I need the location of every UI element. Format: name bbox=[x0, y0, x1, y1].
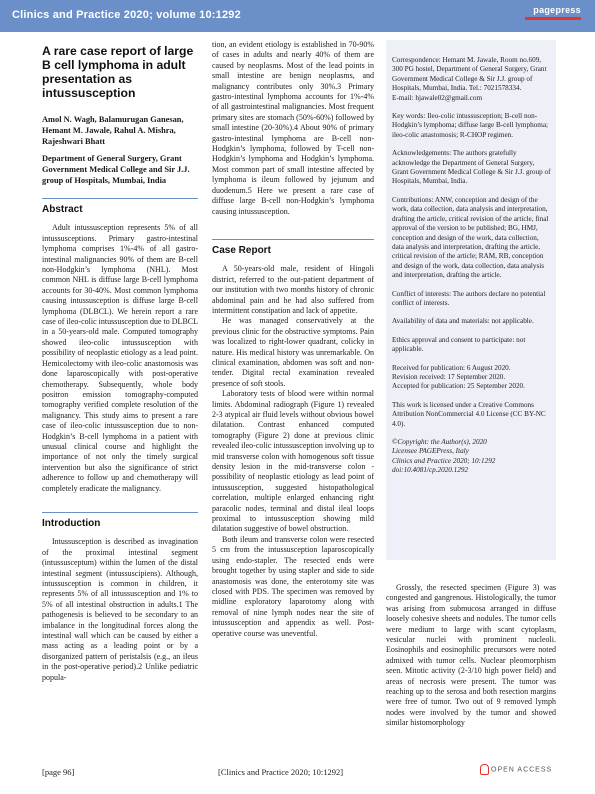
doi-link[interactable]: doi:10.4081/cp.2020.1292 bbox=[392, 466, 469, 475]
ethics-approval: Ethics approval and consent to participate: not applicable. bbox=[392, 335, 526, 354]
footer-citation: [Clinics and Practice 2020; 10:1292] bbox=[218, 767, 344, 777]
case-paragraph: Laboratory tests of blood were within normal limits. Abdominal radiograph (Figure 1) revealed 2-3 atypical air fluid levels without obvious bowel dilatation. Contrast enhanced computed tomography (Figure 2) done at previous clinic revealed ileo-colic intussusception involving up to mid transverse colon with homogenous soft tissue density lesion in the mid-transverse colon - possibility of neoplastic etiology as lead point of intussusception, suggested histopathological correlation, multiple enlarged enhancing right paracolic nodes, terminal and distal ileal loops proximal to intussusception showing mild dilatation suggestive of bowel obstruction. bbox=[212, 389, 374, 534]
column-left bbox=[42, 40, 198, 683]
journal-citation-header: Clinics and Practice 2020; volume 10:1292 bbox=[12, 9, 241, 21]
data-availability: Availability of data and materials: not applicable. bbox=[392, 317, 534, 326]
date-accepted: Accepted for publication: 25 September 2020. bbox=[392, 382, 525, 391]
article-info-content bbox=[392, 56, 552, 485]
copyright: ©Copyright: the Author(s), 2020 bbox=[392, 438, 487, 446]
case-report-heading: Case Report bbox=[212, 239, 374, 256]
column-right-body bbox=[386, 583, 556, 729]
date-received: Received for publication: 6 August 2020. bbox=[392, 363, 511, 372]
license-statement: This work is licensed under a Creative Commons Attribution NonCommercial 4.0 License (CC BY-NC 4.0). bbox=[392, 400, 546, 428]
open-access-label: OPEN ACCESS bbox=[491, 766, 553, 774]
correspondence-block bbox=[392, 56, 552, 103]
correspondence-text: Correspondence: Hemant M. Jawale, Room no.609, 300 PG hostel, Department of General Surgery, Grant Government Medical College & Sir J.J. group of Hospitals, Mumbai, India. Tel.: 7021578334. bbox=[392, 56, 547, 93]
contributions: Contributions: ANW, conception and design of the work, data collection, data analysis and interpretation, drafting the article, critical revision of the article, final approval of the version to be published; BG, HMJ, conception and design of the work, data collection, data analysis and interpretation, drafting the article, critical revision of the article; RAM, RB, conception and design of the work, data collection, data analysis and interpretation, drafting the article. bbox=[392, 195, 549, 280]
open-access-lock-icon bbox=[480, 764, 489, 775]
acknowledgements: Acknowledgements: The authors gratefully acknowledge the Department of General Surgery, Grant Government Medical College & Sir J.J. group of Hospitals, Mumbai, India. bbox=[392, 149, 551, 186]
conflict-of-interests: Conflict of interests: The authors declare no potential conflict of interests. bbox=[392, 289, 546, 307]
publisher-logo: pagepress bbox=[533, 5, 581, 15]
author-list: Amol N. Wagh, Balamurugan Ganesan, Hemant M. Jawale, Rahul A. Mishra, Rajeshwari Bhatt bbox=[42, 115, 184, 146]
introduction-text: Intussusception is described as invagination of the proximal intestinal segment (intussusceptum) within the lumen of the distal intestinal segment (intussuscipiens). Although, intussusception is common in children, it represents 5% of all intussusception and 1% to 5% of all intestinal obstruction in adults.1 The pathogenesis is believed to be secondary to an imbalance in the longitudinal forces along the intestinal wall which can be caused by either a mass acting as a leading point or by a disorganized pattern of peristalsis (e.g., an ileus in the post-operative period).2 Unlike pediatric popula- bbox=[42, 537, 198, 682]
author-affiliation: Department of General Surgery, Grant Government Medical College and Sir J.J. group of Hospitals, Mumbai, India bbox=[42, 154, 190, 185]
abstract-heading: Abstract bbox=[42, 198, 198, 215]
copyright-block bbox=[392, 438, 552, 476]
citation: Clinics and Practice 2020; 10:1292 bbox=[392, 456, 496, 465]
correspondence-email[interactable]: E-mail: hjawale02@gmail.com bbox=[392, 93, 483, 102]
introduction-heading: Introduction bbox=[42, 512, 198, 529]
licensee: Licensee PAGEPress, Italy bbox=[392, 447, 469, 456]
publisher-logo-underline bbox=[525, 17, 581, 20]
case-paragraph: He was managed conservatively at the previous clinic for the obstructive symptoms. Pain was localized to right-lower quadrant, colicky in nature. His medical history was unremarkable. On clinical examination, abdomen was soft and non-tender. Digital rectal examination revealed presence of soft stools. bbox=[212, 316, 374, 388]
open-access-badge bbox=[478, 764, 552, 775]
case-paragraph: Both ileum and transverse colon were resected 5 cm from the intussusception laparoscopically using endo-stapler. The resected ends were brought together by using stapler and side to side anastomosis was done, the enterotomy site was closed with PDS. The specimen was removed by midline exploratory laparotomy along with removal of nine lymph nodes near the site of intussusception and appendix as well. Post-operative course was uneventful. bbox=[212, 534, 374, 638]
journal-header-bar bbox=[0, 0, 595, 32]
pathology-paragraph: Grossly, the resected specimen (Figure 3) was congested and gangrenous. Histologically, the tumor was arising from submucosa arranged in diffuse loosely cohesive sheets and nodules. The tumor cells were medium to large with scant cytoplasm, vesicular nuclei with prominent nucleoli. Eosinophils and eosinophilic precursors were noted admixed with tumor cells. Nuclear pleomorphism seen. Mitotic activity (2-3/10 high power field) and areas of necrosis were present. The tumor was reaching up to the serosa and both resection margins were free of tumor. Two out of 9 removed lymph nodes were involved by the tumor and showed similar histomorphology bbox=[386, 583, 556, 728]
article-title: A rare case report of large B cell lymphoma in adult presentation as intussusception bbox=[42, 44, 194, 100]
keywords: Key words: Ileo-colic intussusception; B-cell non-Hodgkin’s lymphoma; diffuse large B-cell lymphoma; ileo-colic anastomosis; R-CHOP regimen. bbox=[392, 112, 549, 139]
page-number: [page 96] bbox=[42, 767, 75, 777]
introduction-continued: tion, an evident etiology is established in 70-90% of cases in adults and nearly 40% of them are caused by neoplasms. Most of the lead points in small intestine are benign neoplasms, and malignancy contributes only 30%.3 Primary gastro-intestinal lymphoma accounts for 1%-4% of all gastrointestinal malignancies. Most frequent primary sites are stomach (50%-60%) followed by small intestine (20-30%).4 About 90% of primary gastro-intestinal lymphoma are B-cell non-Hodgkin’s lymphoma, followed by T-cell non-Hodgkin’s lymphoma and Hodgkin’s lymphoma. Most common part of small intestine affected by lymphoma is ileum followed by jejunum and duodenum.5 Here we present a rare case of diffuse large B-cell non-Hodgkin’s lymphoma causing intussusception. bbox=[212, 40, 374, 216]
case-paragraph: A 50-years-old male, resident of Hingoli district, referred to the out-patient department of our institution with two months history of chronic abdominal pain and he had also suffered from intermittent constipation and lack of appetite. bbox=[212, 264, 374, 315]
date-revision: Revision received: 17 September 2020. bbox=[392, 372, 506, 381]
abstract-text: Adult intussusception represents 5% of all intussusceptions. Primary gastro-intestinal lymphoma comprises 1%-4% of all gastro-intestinal malignancies 90% of them are B-cell non-Hodgkin’s lymphoma (NHL). Most common NHL is diffuse large B-cell lymphoma accounts for 30-40%. Most common lymphoma causing intussusception is diffuse large B-cell lymphoma (DLBCL). We herein report a rare case of ileo-colic intussusception due to DLBCL in a 50-years-old male. Computed tomography showed ileo-colic intussusception with possibility of neoplastic etiology as a lead point. Hemicolectomy with ileo-colic anastomosis was done laparoscopically with post-operative chemotherapy. Subsequently, whole body positron emission tomography-computed tomography verified complete resolution of the malignancy. This study aims to present a rare case of ileo-colic intussusception due to non-Hodgkin’s B-cell lymphoma in a patient with unusual clinical course and highlight the importance of not only the timely surgical intervention but also the significance of strict adherence to follow up and chemotherapy will completely eradicate the malignancy. bbox=[42, 223, 198, 493]
column-middle bbox=[212, 40, 374, 639]
publication-dates bbox=[392, 364, 552, 392]
